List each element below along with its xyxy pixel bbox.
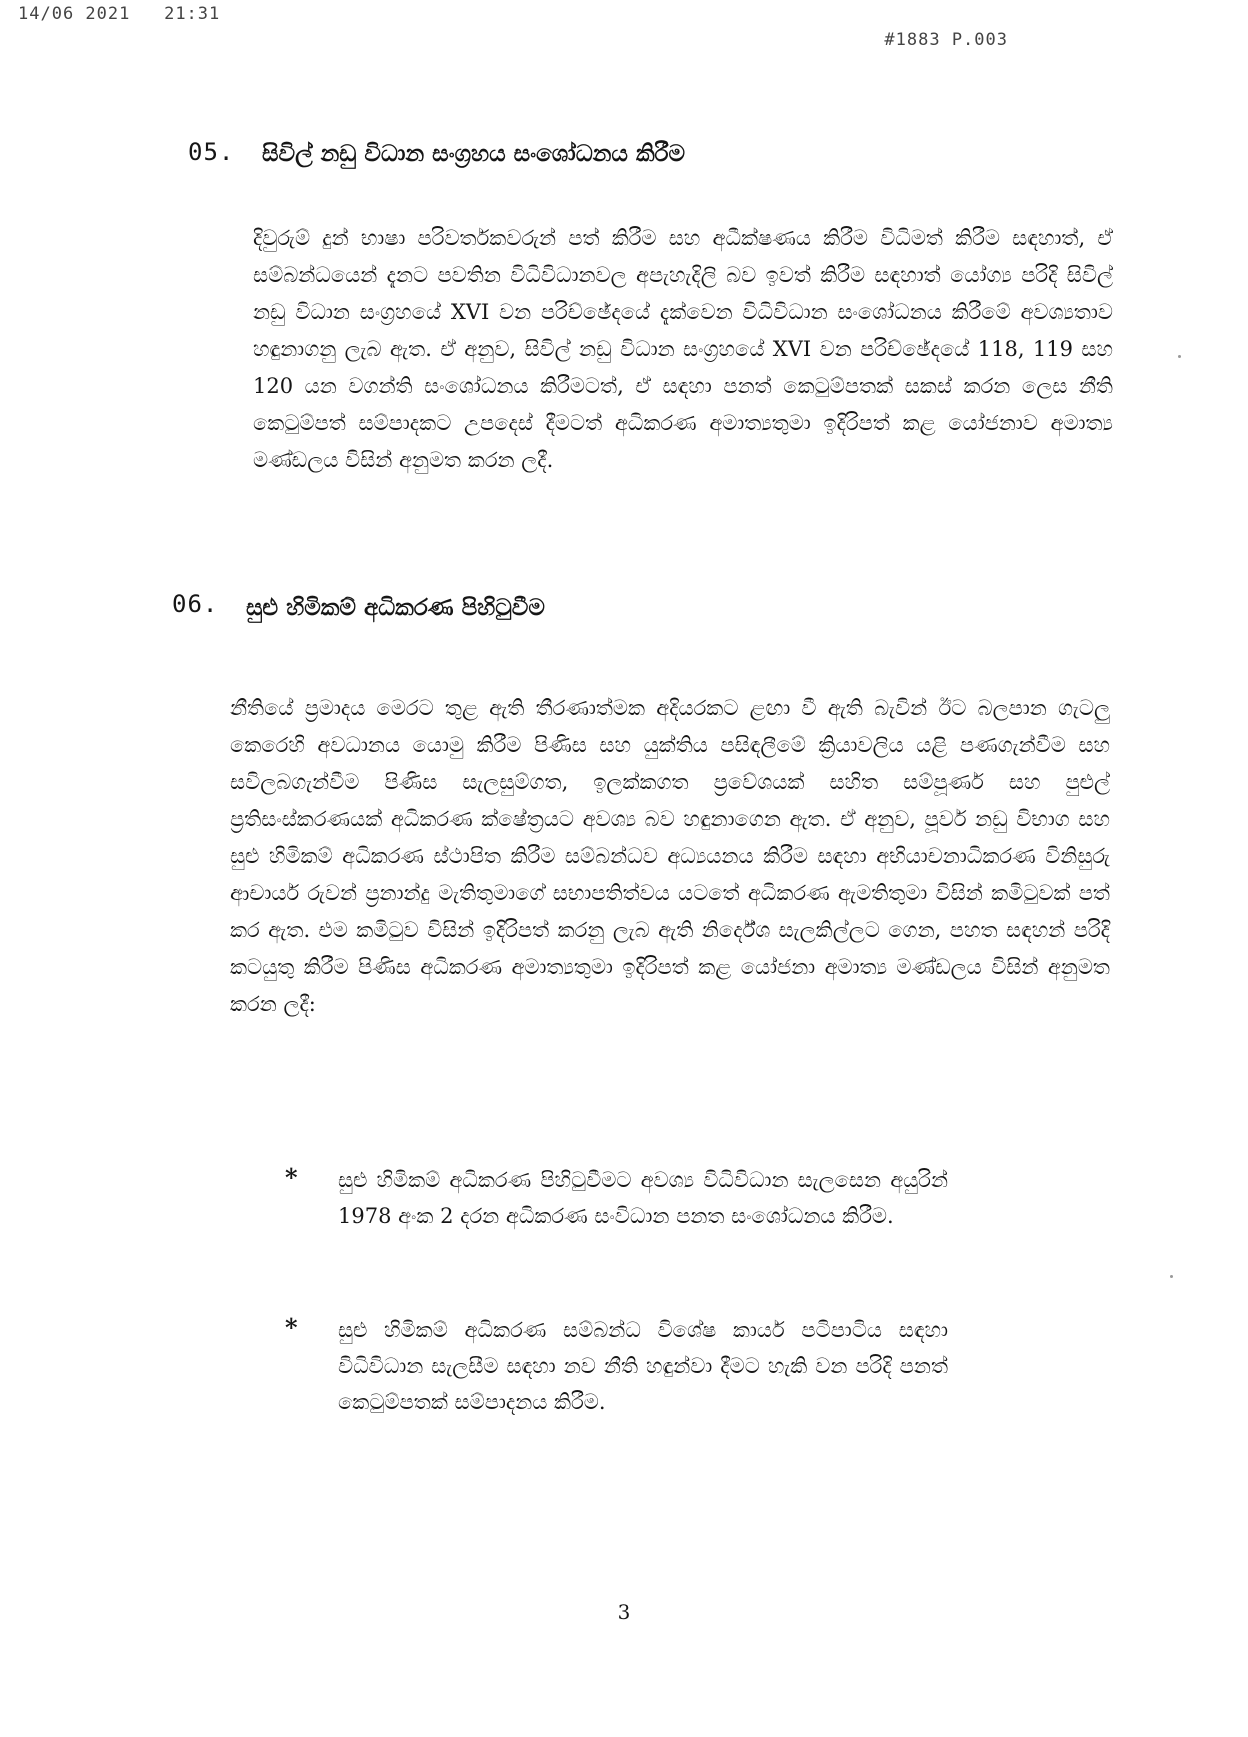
fax-time: 21:31 bbox=[164, 4, 221, 24]
section-number: 05. bbox=[188, 138, 235, 166]
section-number: 06. bbox=[172, 590, 219, 618]
bullet-text: සුළු හිමිකම් අධිකරණ පිහිටුවීමට අවශ්‍ය විධිවිධාන සැලසෙන අයුරින් 1978 අංක 2 දරන අධිකරණ සංවිධාන පනත සංශෝධනය කිරීම. bbox=[338, 1168, 948, 1228]
fax-date: 14/06 2021 bbox=[18, 4, 131, 24]
page-number: 3 bbox=[617, 1600, 631, 1624]
bullet-marker: * bbox=[285, 1163, 298, 1192]
scan-speck bbox=[1170, 1275, 1173, 1278]
bullet-marker: * bbox=[285, 1313, 298, 1342]
section-paragraph: නීතියේ ප්‍රමාදය මෙරට තුළ ඇති තීරණාත්මක අදියරකට ළඟා වී ඇති බැවින් ඊට බලපාන ගැටලු කෙරෙහි අවධානය යොමු කිරීම පිණිස සහ යුක්තිය පසිඳලීමේ ක්‍රියාවලිය යළි පණගැන්වීම සහ සවිලබගැන්වීම පිණිස සැලසුම්ගත, ඉලක්කගත ප්‍රවේශයක් සහිත සම්පූර්ණ සහ පුළුල් ප්‍රතිසංස්කරණයක් අධිකරණ ක්ෂේත්‍රයට අවශ්‍ය බව හඳුනාගෙන ඇත. ඒ අනුව, පූර්ව නඩු විභාග සහ සුළු හිමිකම් අධිකරණ ස්ථාපිත කිරීම සම්බන්ධව අධ්‍යයනය කිරීම සඳහා අභියාචනාධිකරණ විනිසුරු ආචාර්ය රුවන් ප්‍රනාන්දු මැතිතුමාගේ සභාපතිත්වය යටතේ අධිකරණ ඇමතිතුමා විසින් කමිටුවක් පත් කර ඇත. එම කමිටුව විසින් ඉදිරිපත් කරනු ලැබ ඇති නිර්දේශ සැලකිල්ලට ගෙන, පහත සඳහන් පරිදි කටයුතු කිරීම පිණිස අධිකරණ අමාත්‍යතුමා ඉදිරිපත් කළ යෝජනා අමාත්‍ය මණ්ඩලය විසින් අනුමත කරන ලදී: bbox=[230, 696, 1110, 1016]
section-title: සුළු හිමිකම් අධිකරණ පිහිටුවීම bbox=[246, 594, 545, 621]
section-title: සිවිල් නඩු විධාන සංග්‍රහය සංශෝධනය කිරීම bbox=[262, 140, 686, 167]
fax-page-ref: #1883 P.003 bbox=[884, 30, 1008, 50]
section-paragraph: දිවුරුම් දුන් භාෂා පරිවර්තකවරුන් පත් කිරීම සහ අධීක්ෂණය කිරීම විධිමත් කිරීම සඳහාත්, ඒ සම්බන්ධයෙන් දැනට පවතින විධිවිධානවල අපැහැදිලි බව ඉවත් කිරීම සඳහාත් යෝග්‍ය පරිදි සිවිල් නඩු විධාන සංග්‍රහයේ XVI වන පරිච්ඡේදයේ දැක්වෙන විධිවිධාන සංශෝධනය කිරීමේ අවශ්‍යතාව හඳුනාගනු ලැබ ඇත. ඒ අනුව, සිවිල් නඩු විධාන සංග්‍රහයේ XVI වන පරිච්ඡේදයේ 118, 119 සහ 120 යන වගන්ති සංශෝධනය කිරීමටත්, ඒ සඳහා පනත් කෙටුම්පතක් සකස් කරන ලෙස නීති කෙටුම්පත් සම්පාදකට උපදෙස් දීමටත් අධිකරණ අමාත්‍යතුමා ඉදිරිපත් කළ යෝජනාව අමාත්‍ය මණ්ඩලය විසින් අනුමත කරන ලදී. bbox=[253, 226, 1113, 472]
fax-header bbox=[10, 4, 1238, 50]
bullet-text: සුළු හිමිකම් අධිකරණ සම්බන්ධ විශේෂ කාර්ය පටිපාටිය සඳහා විධිවිධාන සැලසීම සඳහා නව නීති හඳුන්වා දීමට හැකි වන පරිදි පනත් කෙටුම්පතක් සම්පාදනය කිරීම. bbox=[338, 1318, 948, 1414]
scan-speck bbox=[1178, 355, 1181, 358]
fax-timestamp bbox=[18, 4, 220, 24]
